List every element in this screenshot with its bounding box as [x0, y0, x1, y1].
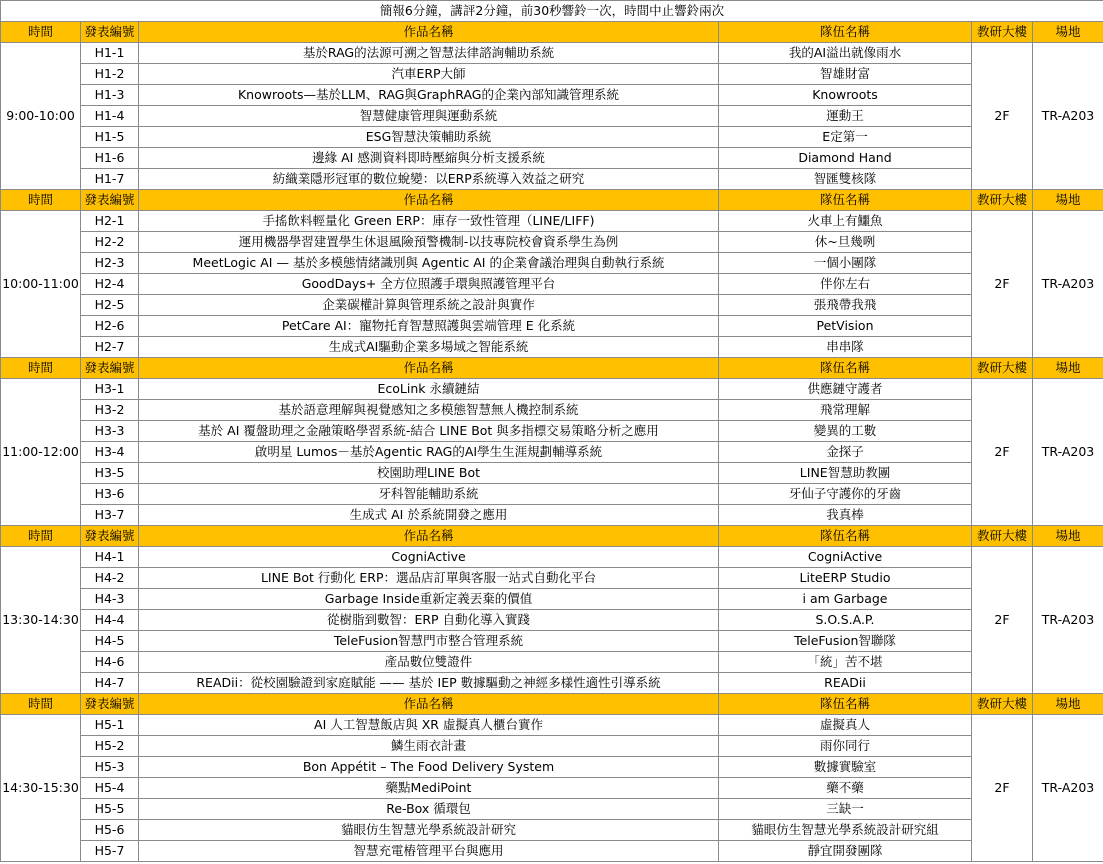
team-name: 火車上有鱷魚 — [719, 211, 972, 232]
table-row — [1, 127, 1103, 148]
session-floor: 2F — [972, 379, 1033, 526]
team-name: 一個小團隊 — [719, 253, 972, 274]
header-venue: 場地 — [1033, 22, 1103, 43]
team-name: 「統」苦不堪 — [719, 652, 972, 673]
table-row — [1, 274, 1103, 295]
team-name: 變異的工數 — [719, 421, 972, 442]
table-row — [1, 589, 1103, 610]
team-name: S.O.S.A.P. — [719, 610, 972, 631]
work-title: 啟明星 Lumos－基於Agentic RAG的AI學生生涯規劃輔導系統 — [139, 442, 719, 463]
header-id: 發表編號 — [81, 190, 139, 211]
work-title: Bon Appétit – The Food Delivery System — [139, 757, 719, 778]
header-title: 作品名稱 — [139, 190, 719, 211]
presentation-id: H4-4 — [81, 610, 139, 631]
team-name: LINE智慧助教團 — [719, 463, 972, 484]
presentation-id: H2-6 — [81, 316, 139, 337]
team-name: 張飛帶我飛 — [719, 295, 972, 316]
work-title: 基於RAG的法源可溯之智慧法律諮詢輔助系統 — [139, 43, 719, 64]
table-row — [1, 778, 1103, 799]
session-header-row — [1, 22, 1103, 43]
table-row — [1, 841, 1103, 862]
team-name: i am Garbage — [719, 589, 972, 610]
session-header-row — [1, 190, 1103, 211]
table-row — [1, 652, 1103, 673]
work-title: MeetLogic AI — 基於多模態情緒識別與 Agentic AI 的企業會議治理與自動執行系統 — [139, 253, 719, 274]
header-time: 時間 — [1, 694, 81, 715]
header-title: 作品名稱 — [139, 694, 719, 715]
header-title: 作品名稱 — [139, 22, 719, 43]
presentation-id: H2-2 — [81, 232, 139, 253]
team-name: LiteERP Studio — [719, 568, 972, 589]
header-team: 隊伍名稱 — [719, 694, 972, 715]
team-name: 金探子 — [719, 442, 972, 463]
work-title: 汽車ERP大師 — [139, 64, 719, 85]
notice-text: 簡報6分鐘，講評2分鐘，前30秒響鈴一次，時間中止響鈴兩次 — [1, 1, 1103, 22]
table-row — [1, 484, 1103, 505]
header-building: 教研大樓 — [972, 22, 1033, 43]
work-title: AI 人工智慧飯店與 XR 虛擬真人櫃台實作 — [139, 715, 719, 736]
team-name: 虛擬真人 — [719, 715, 972, 736]
presentation-id: H1-6 — [81, 148, 139, 169]
presentation-id: H2-7 — [81, 337, 139, 358]
presentation-id: H4-7 — [81, 673, 139, 694]
header-building: 教研大樓 — [972, 526, 1033, 547]
session-header-row — [1, 526, 1103, 547]
presentation-id: H3-7 — [81, 505, 139, 526]
work-title: 邊緣 AI 感測資料即時壓縮與分析支援系統 — [139, 148, 719, 169]
work-title: 智慧充電樁管理平台與應用 — [139, 841, 719, 862]
header-venue: 場地 — [1033, 694, 1103, 715]
work-title: READii：從校園驗證到家庭賦能 —— 基於 IEP 數據驅動之神經多樣性適性引導系統 — [139, 673, 719, 694]
presentation-id: H5-5 — [81, 799, 139, 820]
work-title: 生成式 AI 於系統開發之應用 — [139, 505, 719, 526]
team-name: 數據實驗室 — [719, 757, 972, 778]
presentation-id: H1-5 — [81, 127, 139, 148]
table-row — [1, 85, 1103, 106]
presentation-id: H4-5 — [81, 631, 139, 652]
presentation-id: H1-2 — [81, 64, 139, 85]
work-title: 生成式AI驅動企業多場域之智能系統 — [139, 337, 719, 358]
table-row — [1, 673, 1103, 694]
presentation-id: H1-7 — [81, 169, 139, 190]
table-row — [1, 316, 1103, 337]
work-title: 運用機器學習建置學生休退風險預警機制-以技專院校會資系學生為例 — [139, 232, 719, 253]
header-time: 時間 — [1, 526, 81, 547]
team-name: 牙仙子守護你的牙齒 — [719, 484, 972, 505]
table-row — [1, 799, 1103, 820]
work-title: 手搖飲料輕量化 Green ERP：庫存一致性管理（LINE/LIFF) — [139, 211, 719, 232]
header-id: 發表編號 — [81, 22, 139, 43]
header-team: 隊伍名稱 — [719, 358, 972, 379]
table-row — [1, 43, 1103, 64]
session-header-row — [1, 694, 1103, 715]
session-time: 14:30-15:30 — [1, 715, 81, 862]
session-time: 9:00-10:00 — [1, 43, 81, 190]
work-title: 企業碳權計算與管理系統之設計與實作 — [139, 295, 719, 316]
table-row — [1, 232, 1103, 253]
header-time: 時間 — [1, 22, 81, 43]
team-name: Diamond Hand — [719, 148, 972, 169]
table-row — [1, 820, 1103, 841]
team-name: 伴你左右 — [719, 274, 972, 295]
schedule-body — [1, 1, 1103, 862]
table-row — [1, 211, 1103, 232]
presentation-id: H3-6 — [81, 484, 139, 505]
header-venue: 場地 — [1033, 190, 1103, 211]
header-time: 時間 — [1, 190, 81, 211]
session-floor: 2F — [972, 547, 1033, 694]
work-title: PetCare AI：寵物托育智慧照護與雲端管理 E 化系統 — [139, 316, 719, 337]
presentation-id: H3-4 — [81, 442, 139, 463]
team-name: 三缺一 — [719, 799, 972, 820]
presentation-id: H3-3 — [81, 421, 139, 442]
table-row — [1, 442, 1103, 463]
table-row — [1, 337, 1103, 358]
work-title: CogniActive — [139, 547, 719, 568]
table-row — [1, 253, 1103, 274]
table-row — [1, 568, 1103, 589]
presentation-id: H5-1 — [81, 715, 139, 736]
presentation-id: H4-6 — [81, 652, 139, 673]
presentation-id: H5-6 — [81, 820, 139, 841]
header-id: 發表編號 — [81, 526, 139, 547]
team-name: 飛常理解 — [719, 400, 972, 421]
presentation-id: H1-3 — [81, 85, 139, 106]
team-name: TeleFusion智聯隊 — [719, 631, 972, 652]
work-title: 牙科智能輔助系統 — [139, 484, 719, 505]
session-room: TR-A203 — [1033, 547, 1103, 694]
session-room: TR-A203 — [1033, 379, 1103, 526]
team-name: E定第一 — [719, 127, 972, 148]
presentation-id: H2-5 — [81, 295, 139, 316]
presentation-id: H5-3 — [81, 757, 139, 778]
session-room: TR-A203 — [1033, 715, 1103, 862]
table-row — [1, 64, 1103, 85]
team-name: 智雄財富 — [719, 64, 972, 85]
session-floor: 2F — [972, 43, 1033, 190]
work-title: 鱗生雨衣計畫 — [139, 736, 719, 757]
session-time: 10:00-11:00 — [1, 211, 81, 358]
table-row — [1, 505, 1103, 526]
presentation-id: H1-1 — [81, 43, 139, 64]
team-name: 串串隊 — [719, 337, 972, 358]
session-time: 13:30-14:30 — [1, 547, 81, 694]
work-title: 基於 AI 覆盤助理之金融策略學習系統-結合 LINE Bot 與多指標交易策略分析之應用 — [139, 421, 719, 442]
team-name: 我真棒 — [719, 505, 972, 526]
table-row — [1, 400, 1103, 421]
team-name: 雨你同行 — [719, 736, 972, 757]
team-name: 供應鏈守護者 — [719, 379, 972, 400]
table-row — [1, 547, 1103, 568]
session-floor: 2F — [972, 715, 1033, 862]
team-name: 我的AI溢出就像雨水 — [719, 43, 972, 64]
header-title: 作品名稱 — [139, 358, 719, 379]
table-row — [1, 631, 1103, 652]
table-row — [1, 736, 1103, 757]
presentation-id: H1-4 — [81, 106, 139, 127]
session-time: 11:00-12:00 — [1, 379, 81, 526]
table-row — [1, 757, 1103, 778]
work-title: 藥點MediPoint — [139, 778, 719, 799]
session-floor: 2F — [972, 211, 1033, 358]
presentation-id: H2-1 — [81, 211, 139, 232]
work-title: 貓眼仿生智慧光學系統設計研究 — [139, 820, 719, 841]
presentation-id: H5-7 — [81, 841, 139, 862]
work-title: Knowroots—基於LLM、RAG與GraphRAG的企業內部知識管理系統 — [139, 85, 719, 106]
session-room: TR-A203 — [1033, 211, 1103, 358]
presentation-id: H5-2 — [81, 736, 139, 757]
header-building: 教研大樓 — [972, 190, 1033, 211]
team-name: PetVision — [719, 316, 972, 337]
table-row — [1, 169, 1103, 190]
header-building: 教研大樓 — [972, 358, 1033, 379]
team-name: 運動王 — [719, 106, 972, 127]
session-header-row — [1, 358, 1103, 379]
table-row — [1, 106, 1103, 127]
presentation-id: H3-2 — [81, 400, 139, 421]
header-team: 隊伍名稱 — [719, 190, 972, 211]
team-name: 休~旦幾咧 — [719, 232, 972, 253]
table-row — [1, 148, 1103, 169]
work-title: Re-Box 循環包 — [139, 799, 719, 820]
presentation-id: H5-4 — [81, 778, 139, 799]
work-title: 從樹脂到數智：ERP 自動化導入實踐 — [139, 610, 719, 631]
work-title: LINE Bot 行動化 ERP：選品店訂單與客服一站式自動化平台 — [139, 568, 719, 589]
header-team: 隊伍名稱 — [719, 526, 972, 547]
presentation-id: H4-3 — [81, 589, 139, 610]
presentation-id: H3-5 — [81, 463, 139, 484]
presentation-id: H3-1 — [81, 379, 139, 400]
team-name: READii — [719, 673, 972, 694]
table-row — [1, 715, 1103, 736]
presentation-id: H4-2 — [81, 568, 139, 589]
team-name: 貓眼仿生智慧光學系統設計研究組 — [719, 820, 972, 841]
header-building: 教研大樓 — [972, 694, 1033, 715]
table-row — [1, 295, 1103, 316]
table-row — [1, 463, 1103, 484]
header-venue: 場地 — [1033, 526, 1103, 547]
work-title: 智慧健康管理與運動系統 — [139, 106, 719, 127]
work-title: 校園助理LINE Bot — [139, 463, 719, 484]
work-title: 基於語意理解與視覺感知之多模態智慧無人機控制系統 — [139, 400, 719, 421]
header-venue: 場地 — [1033, 358, 1103, 379]
work-title: ESG智慧決策輔助系統 — [139, 127, 719, 148]
team-name: Knowroots — [719, 85, 972, 106]
team-name: 靜宜開發團隊 — [719, 841, 972, 862]
presentation-id: H2-4 — [81, 274, 139, 295]
work-title: GoodDays+ 全方位照護手環與照護管理平台 — [139, 274, 719, 295]
work-title: 紡織業隱形冠軍的數位蛻變：以ERP系統導入效益之研究 — [139, 169, 719, 190]
header-title: 作品名稱 — [139, 526, 719, 547]
notice-row — [1, 1, 1103, 22]
presentation-id: H4-1 — [81, 547, 139, 568]
work-title: 產品數位雙證件 — [139, 652, 719, 673]
table-row — [1, 421, 1103, 442]
header-id: 發表編號 — [81, 358, 139, 379]
header-time: 時間 — [1, 358, 81, 379]
team-name: CogniActive — [719, 547, 972, 568]
work-title: EcoLink 永續鏈結 — [139, 379, 719, 400]
presentation-id: H2-3 — [81, 253, 139, 274]
table-row — [1, 610, 1103, 631]
work-title: TeleFusion智慧門市整合管理系統 — [139, 631, 719, 652]
work-title: Garbage Inside重新定義丟棄的價值 — [139, 589, 719, 610]
team-name: 藥不藥 — [719, 778, 972, 799]
header-id: 發表編號 — [81, 694, 139, 715]
table-row — [1, 379, 1103, 400]
header-team: 隊伍名稱 — [719, 22, 972, 43]
team-name: 智匯雙核隊 — [719, 169, 972, 190]
session-room: TR-A203 — [1033, 43, 1103, 190]
